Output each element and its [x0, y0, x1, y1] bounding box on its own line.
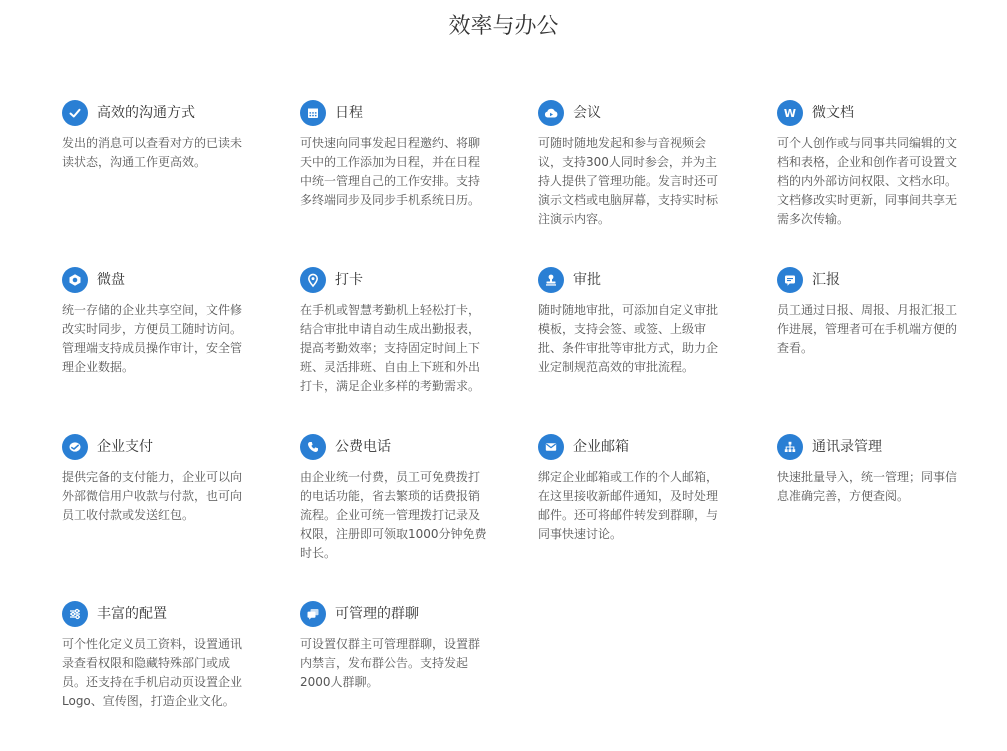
feature-description-line: 提供完备的支付能力，企业可以向 — [62, 470, 243, 484]
feature-description-line: 的电话功能，省去繁琐的话费报销 — [300, 489, 481, 503]
feature-description-line: 权限，注册即可领取1000分钟免费 — [300, 527, 487, 541]
check-icon — [62, 100, 88, 126]
feature-title: 打卡 — [335, 272, 363, 288]
feature-card-header — [62, 100, 252, 126]
feature-card — [62, 601, 252, 711]
feature-description — [300, 134, 490, 210]
feature-title: 通讯录管理 — [812, 439, 882, 455]
feature-description — [538, 301, 728, 377]
feature-card-header — [538, 100, 728, 126]
feature-description-line: 需多次传输。 — [777, 212, 850, 226]
feature-card-header — [62, 434, 252, 460]
feature-description-line: 员工收付款或发送红包。 — [62, 508, 195, 522]
feature-description-line: 可快速向同事发起日程邀约、将聊 — [300, 136, 481, 150]
settings-sliders-icon — [62, 601, 88, 627]
feature-card — [300, 434, 490, 563]
location-pin-icon — [300, 267, 326, 293]
feature-description-line: 由企业统一付费，员工可免费拨打 — [300, 470, 481, 484]
feature-title: 微文档 — [812, 105, 854, 121]
feature-title: 公费电话 — [335, 439, 391, 455]
feature-card — [538, 100, 728, 229]
feature-title: 可管理的群聊 — [335, 606, 419, 622]
feature-description-line: 打卡，满足企业多样的考勤需求。 — [300, 379, 481, 393]
feature-card-header — [538, 267, 728, 293]
feature-description-line: 中统一管理自己的工作安排。支持 — [300, 174, 481, 188]
feature-description-line: 可个人创作或与同事共同编辑的文 — [777, 136, 958, 150]
feature-description — [538, 468, 728, 544]
feature-description-line: 天中的工作添加为日程，并在日程 — [300, 155, 481, 169]
section-title: 效率与办公 — [448, 14, 559, 39]
feature-description-line: 快速批量导入，统一管理；同事信 — [777, 470, 958, 484]
feature-description-line: 可个性化定义员工资料，设置通讯 — [62, 637, 243, 651]
feature-description — [300, 301, 490, 396]
feature-title: 日程 — [335, 105, 363, 121]
feature-description-line: 批、条件审批等审批方式，助力企 — [538, 341, 719, 355]
feature-card-header — [300, 100, 490, 126]
approval-stamp-icon — [538, 267, 564, 293]
feature-description — [62, 468, 252, 525]
feature-card — [777, 434, 967, 506]
feature-description — [538, 134, 728, 229]
feature-card — [62, 267, 252, 377]
feature-title: 审批 — [573, 272, 601, 288]
feature-description-line: 统一存储的企业共享空间，文件修 — [62, 303, 243, 317]
feature-card-header — [300, 434, 490, 460]
feature-description-line: 提高考勤效率；支持固定时间上下 — [300, 341, 481, 355]
feature-title: 丰富的配置 — [97, 606, 167, 622]
feature-description — [777, 134, 967, 229]
org-chart-icon — [777, 434, 803, 460]
feature-description-line: 在手机或智慧考勤机上轻松打卡， — [300, 303, 481, 317]
feature-description-line: 发出的消息可以查看对方的已读未 — [62, 136, 243, 150]
feature-description-line: 在这里接收新邮件通知，及时处理 — [538, 489, 719, 503]
feature-description-line: 同事快速讨论。 — [538, 527, 623, 541]
feature-title: 微盘 — [97, 272, 125, 288]
feature-description — [777, 468, 967, 506]
feature-description-line: 模板，支持会签、或签、上级审 — [538, 322, 707, 336]
feature-card — [300, 601, 490, 692]
feature-description-line: 随时随地审批，可添加自定义审批 — [538, 303, 719, 317]
feature-title: 企业邮箱 — [573, 439, 629, 455]
feature-description-line: 可设置仅群主可管理群聊，设置群 — [300, 637, 481, 651]
feature-description — [62, 134, 252, 172]
svg-text:W: W — [783, 107, 797, 121]
feature-description-line: 绑定企业邮箱或工作的个人邮箱， — [538, 470, 719, 484]
feature-description-line: 2000人群聊。 — [300, 675, 379, 689]
w-document-icon — [777, 100, 803, 126]
feature-description-line: 管理端支持成员操作审计，安全管 — [62, 341, 243, 355]
mail-icon — [538, 434, 564, 460]
feature-card — [777, 267, 967, 358]
feature-description-line: 持人提供了管理功能。发言时还可 — [538, 174, 719, 188]
feature-description-line: 档的内外部访问权限、文档水印。 — [777, 174, 958, 188]
feature-description-line: 改实时同步，方便员工随时访问。 — [62, 322, 243, 336]
feature-description-line: 作进展，管理者可在手机端方便的 — [777, 322, 958, 336]
feature-description-line: 时长。 — [300, 546, 337, 560]
group-chat-icon — [300, 601, 326, 627]
feature-description-line: 读状态，沟通工作更高效。 — [62, 155, 207, 169]
feature-card-header — [300, 601, 490, 627]
feature-card — [300, 100, 490, 210]
video-meeting-icon — [538, 100, 564, 126]
feature-card-header — [777, 267, 967, 293]
feature-description-line: 内禁言，发布群公告。支持发起 — [300, 656, 469, 670]
cloud-disk-icon — [62, 267, 88, 293]
feature-description — [300, 635, 490, 692]
feature-description-line: 外部微信用户收款与付款，也可向 — [62, 489, 243, 503]
feature-description-line: 文档修改实时更新，同事间共享无 — [777, 193, 958, 207]
feature-card — [777, 100, 967, 229]
feature-card — [62, 100, 252, 172]
feature-card — [538, 434, 728, 544]
feature-card-header — [62, 267, 252, 293]
feature-description-line: 邮件。还可将邮件转发到群聊，与 — [538, 508, 719, 522]
feature-description-line: 查看。 — [777, 341, 814, 355]
feature-description-line: 演示文档或电脑屏幕，支持实时标 — [538, 193, 719, 207]
feature-description-line: 息准确完善，方便查阅。 — [777, 489, 910, 503]
feature-description — [62, 301, 252, 377]
feature-card-header — [777, 434, 967, 460]
feature-description-line: 录查看权限和隐藏特殊部门或成 — [62, 656, 231, 670]
feature-description-line: 员。还支持在手机启动页设置企业 — [62, 675, 243, 689]
feature-description — [62, 635, 252, 711]
feature-card-header — [62, 601, 252, 627]
feature-description-line: 班、灵活排班、自由上下班和外出 — [300, 360, 481, 374]
feature-description-line: 议，支持300人同时参会，并为主 — [538, 155, 717, 169]
feature-description-line: 结合审批申请自动生成出勤报表， — [300, 322, 481, 336]
feature-title: 会议 — [573, 105, 601, 121]
feature-title: 企业支付 — [97, 439, 153, 455]
phone-icon — [300, 434, 326, 460]
feature-card — [300, 267, 490, 396]
payment-icon — [62, 434, 88, 460]
feature-description-line: 流程。企业可统一管理拨打记录及 — [300, 508, 481, 522]
feature-description-line: 员工通过日报、周报、月报汇报工 — [777, 303, 958, 317]
feature-description-line: Logo、宣传图，打造企业文化。 — [62, 694, 235, 708]
feature-card — [538, 267, 728, 377]
feature-description-line: 档和表格，企业和创作者可设置文 — [777, 155, 958, 169]
feature-title: 汇报 — [812, 272, 840, 288]
feature-description-line: 注演示内容。 — [538, 212, 611, 226]
feature-card — [62, 434, 252, 525]
feature-card-header — [300, 267, 490, 293]
report-message-icon — [777, 267, 803, 293]
calendar-icon — [300, 100, 326, 126]
feature-description — [777, 301, 967, 358]
feature-description-line: 多终端同步及同步手机系统日历。 — [300, 193, 481, 207]
feature-description-line: 理企业数据。 — [62, 360, 135, 374]
feature-title: 高效的沟通方式 — [97, 105, 195, 121]
feature-card-header — [777, 100, 967, 126]
feature-description-line: 业定制规范高效的审批流程。 — [538, 360, 695, 374]
feature-card-header — [538, 434, 728, 460]
feature-description-line: 可随时随地发起和参与音视频会 — [538, 136, 707, 150]
feature-description — [300, 468, 490, 563]
